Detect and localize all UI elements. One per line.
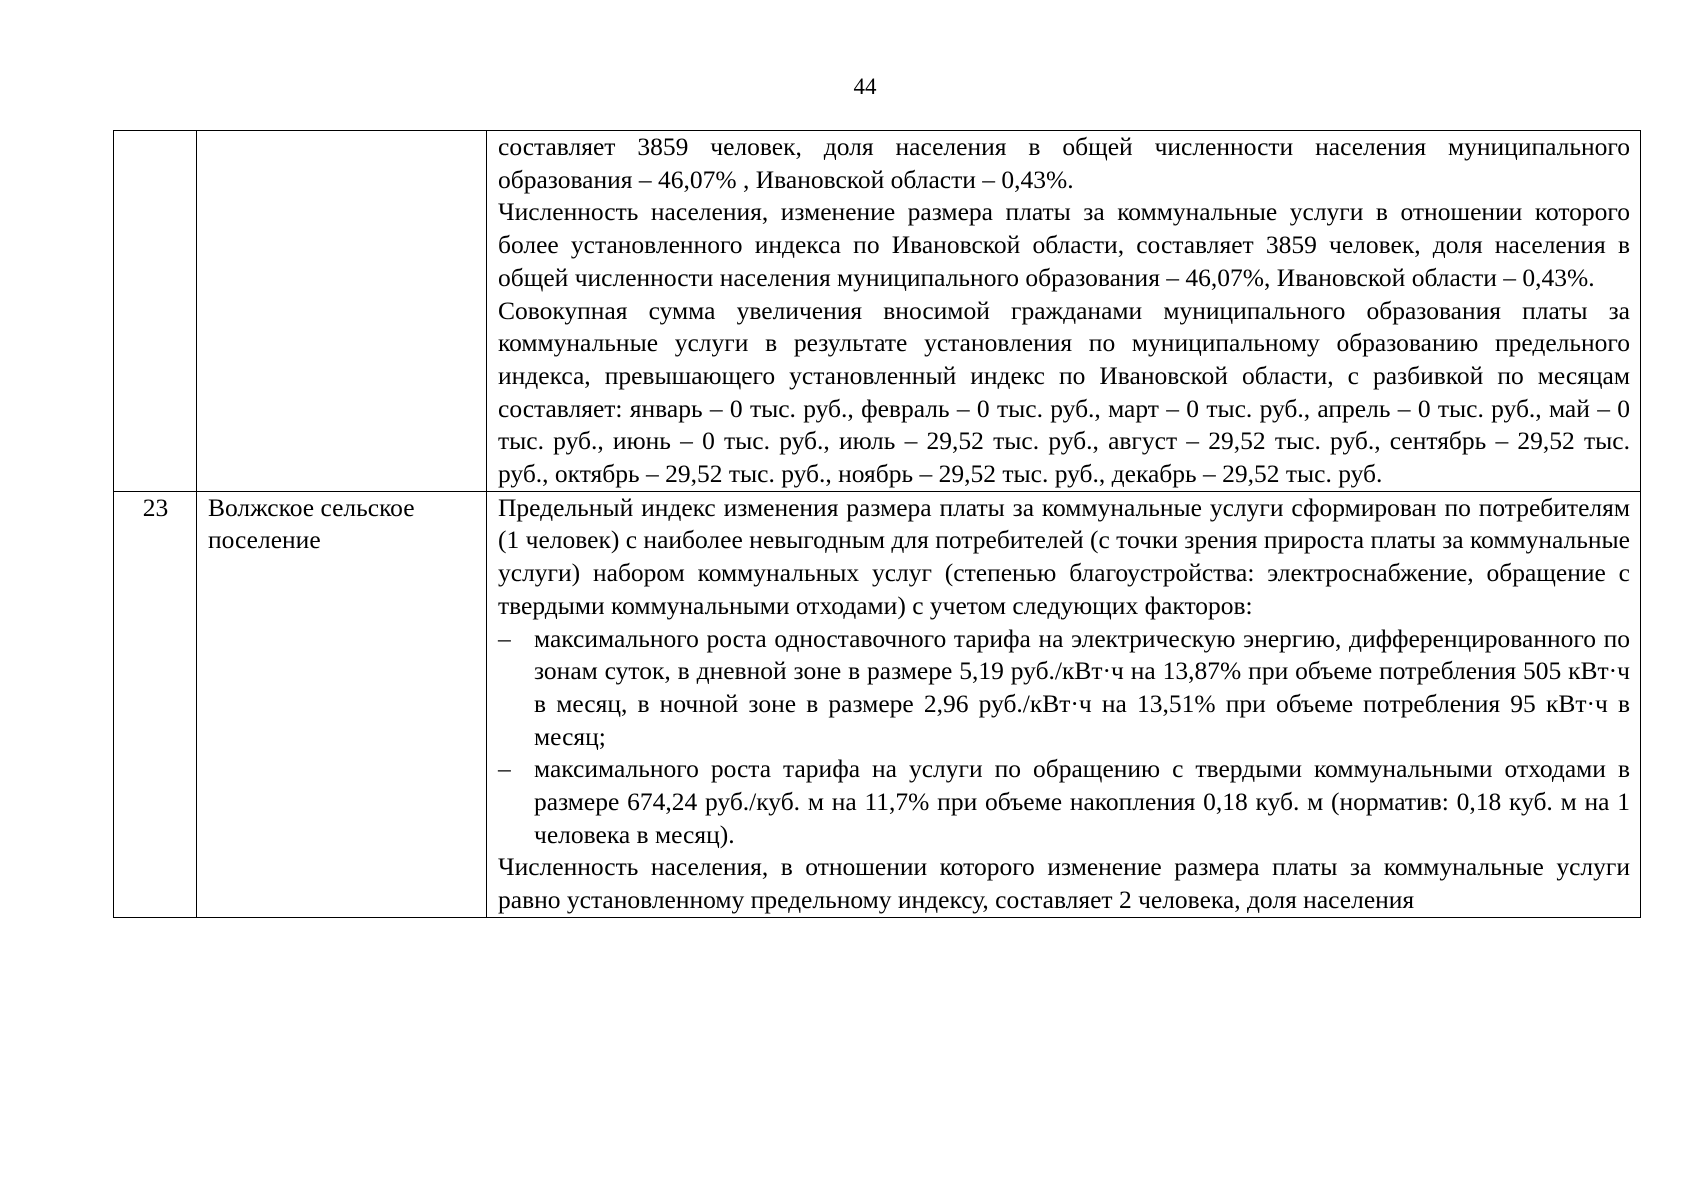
factor-waste-text: максимального роста тарифа на услуги по обращению с твердыми коммунальными отходами в размере 674,24 руб./куб. м на 11,7% при объеме накопления 0,18 куб. м (норматив: 0,18 куб. м на 1 человека в месяц). — [534, 754, 1630, 849]
row-number-cell — [114, 131, 197, 492]
factor-list-item — [498, 623, 1630, 754]
municipality-name-cell — [197, 131, 487, 492]
page-number: 44 — [853, 74, 877, 99]
table-row-continued — [114, 131, 1641, 492]
population-share-paragraph: составляет 3859 человек, доля населения в общей численности населения муниципального образования – 46,07% , Ивановской области – 0,43%. — [498, 132, 1630, 194]
dash-bullet: – — [498, 623, 511, 653]
factor-electricity-text: максимального роста одноставочного тарифа на электрическую энергию, дифференцированного по зонам суток, в дневной зоне в размере 5,19 руб./кВт·ч на 13,87% при объеме потребления 505 кВт·ч в месяц, в ночной зоне в размере 2,96 руб./кВт·ч на 13,51% при объеме потребления 95 кВт·ч в месяц; — [534, 623, 1630, 751]
monthly-increase-paragraph: Совокупная сумма увеличения вносимой гражданами муниципального образования платы за коммунальные услуги в результате установления по муниципальному образованию предельного индекса, превышающего установленный индекс по Ивановской области, с разбивкой по месяцам составляет: январь – 0 тыс. руб., февраль – 0 тыс. руб., март – 0 тыс. руб., апрель – 0 тыс. руб., май – 0 тыс. руб., июнь – 0 тыс. руб., июль – 29,52 тыс. руб., август – 29,52 тыс. руб., сентябрь – 29,52 тыс. руб., октябрь – 29,52 тыс. руб., ноябрь – 29,52 тыс. руб., декабрь – 29,52 тыс. руб. — [498, 295, 1630, 489]
index-intro-paragraph: Предельный индекс изменения размера платы за коммунальные услуги сформирован по потребителям (1 человек) с наиболее невыгодным для потребителей (с точки зрения прироста платы за коммунальные услуги) набором коммунальных услуг (степенью благоустройства: электроснабжение, обращение с твердыми коммунальными отходами) с учетом следующих факторов: — [498, 492, 1630, 620]
population-above-index-paragraph: Численность населения, изменение размера платы за коммунальные услуги в отношении которого более установленного индекса по Ивановской области, составляет 3859 человек, доля населения в общей численности населения муниципального образования – 46,07%, Ивановской области – 0,43%. — [498, 197, 1630, 292]
tariff-table — [113, 130, 1641, 918]
row-number-cell: 23 — [114, 491, 197, 917]
factor-list-item — [498, 753, 1630, 851]
population-equal-index-paragraph: Численность населения, в отношении которого изменение размера платы за коммунальные услуги равно установленному предельному индексу, составляет 2 человека, доля населения — [498, 852, 1630, 915]
dash-bullet: – — [498, 754, 511, 784]
table-row-23 — [114, 491, 1641, 917]
municipality-name-cell: Волжское сельское поселение — [197, 491, 487, 917]
description-cell — [487, 131, 1641, 492]
description-cell — [487, 491, 1641, 917]
